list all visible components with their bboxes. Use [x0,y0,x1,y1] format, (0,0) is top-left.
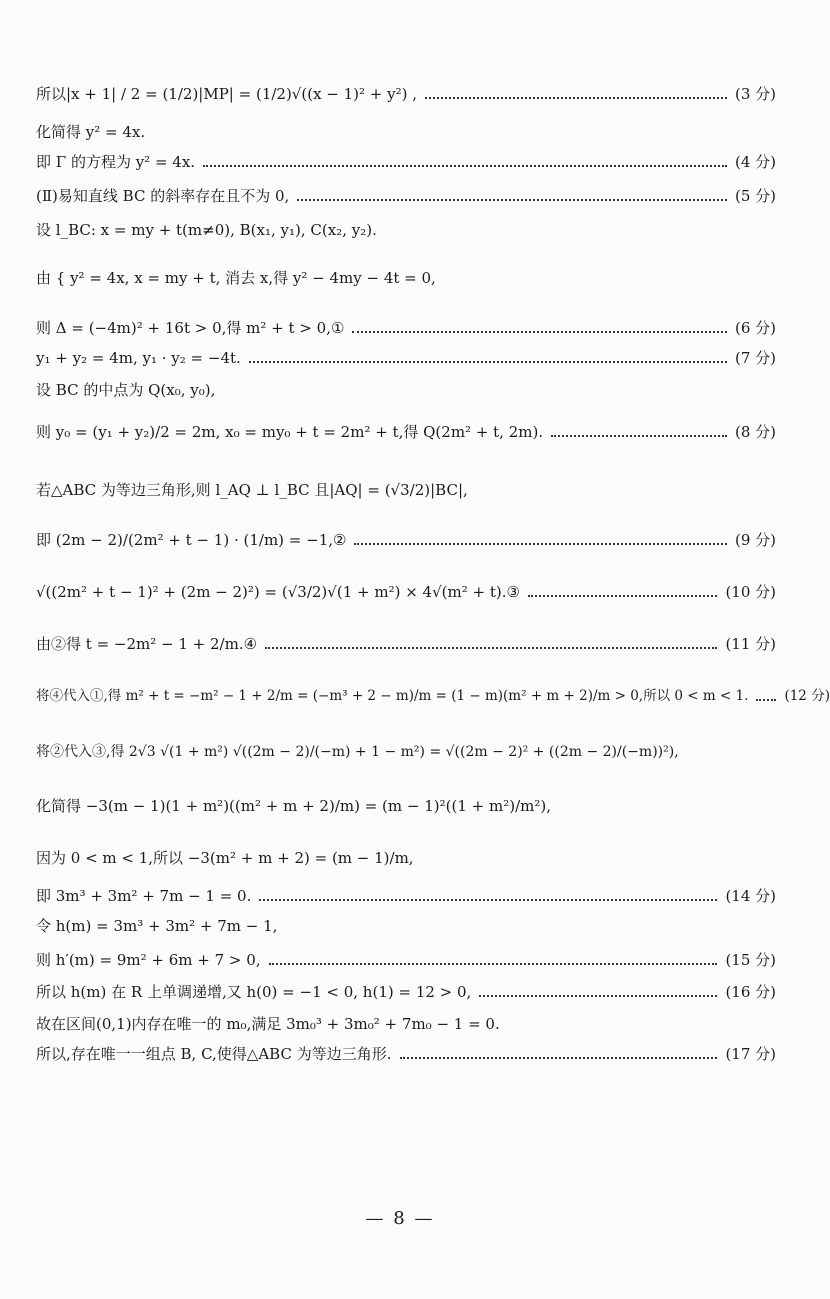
solution-line [36,982,776,1002]
line-text: 所以|x + 1| / 2 = (1/2)|MP| = (1/2)√((x − 1)² + y²) , [36,85,418,103]
dot-leader [269,963,718,965]
line-text: 所以,存在唯一一组点 B, C,使得△ABC 为等边三角形. [36,1045,392,1063]
dot-leader [354,543,727,545]
line-text: y₁ + y₂ = 4m, y₁ · y₂ = −4t. [36,349,241,367]
dot-leader [265,647,717,649]
line-text: 因为 0 < m < 1,所以 −3(m² + m + 2) = (m − 1)/m, [36,849,414,867]
score-label: (4 分) [734,153,776,171]
solution-line [36,582,776,602]
line-text: 即 3m³ + 3m² + 7m − 1 = 0. [36,887,252,905]
line-text: (Ⅱ)易知直线 BC 的斜率存在且不为 0, [36,187,290,205]
solution-line [36,886,776,906]
score-label: (14 分) [725,887,776,905]
line-text: 故在区间(0,1)内存在唯一的 m₀,满足 3m₀³ + 3m₀² + 7m₀ − 1 = 0. [36,1015,500,1033]
score-label: (17 分) [725,1045,776,1063]
solution-line [36,686,830,706]
line-text: 设 l_BC: x = my + t(m≠0), B(x₁, y₁), C(x₂, y₂). [36,221,377,239]
score-label: (9 分) [734,531,776,549]
solution-line [36,318,776,338]
line-text: 若△ABC 为等边三角形,则 l_AQ ⊥ l_BC 且|AQ| = (√3/2)|BC|, [36,481,468,499]
score-label: (5 分) [734,187,776,205]
dot-leader [400,1057,718,1059]
line-text: 则 y₀ = (y₁ + y₂)/2 = 2m, x₀ = my₀ + t = 2m² + t,得 Q(2m² + t, 2m). [36,423,544,441]
line-text: 所以 h(m) 在 R 上单调递增,又 h(0) = −1 < 0, h(1) = 12 > 0, [36,983,472,1001]
line-text: 将④代入①,得 m² + t = −m² − 1 + 2/m = (−m³ + 2 − m)/m = (1 − m)(m² + m + 2)/m > 0,所以 0 < m < 1. [36,688,749,704]
line-text: 令 h(m) = 3m³ + 3m² + 7m − 1, [36,917,278,935]
solution-line [36,380,776,400]
line-text: 由②得 t = −2m² − 1 + 2/m.④ [36,635,258,653]
solution-line [36,348,776,368]
dot-leader [249,361,727,363]
score-label: (16 分) [725,983,776,1001]
solution-line [36,1044,776,1064]
score-label: (12 分) [784,688,830,704]
dot-leader [756,699,776,701]
line-text: 将②代入③,得 2√3 √(1 + m²) √((2m − 2)/(−m) + 1 − m²) = √((2m − 2)² + ((2m − 2)/(−m))²), [36,744,679,760]
line-text: 由 { y² = 4x, x = my + t, 消去 x,得 y² − 4my − 4t = 0, [36,269,436,287]
dot-leader [425,97,727,99]
solution-line [36,848,776,868]
solution-line [36,916,776,936]
score-label: (8 分) [734,423,776,441]
solution-line [36,796,776,816]
dot-leader [551,435,727,437]
solution-line [36,742,776,762]
solution-line [36,186,776,206]
dot-leader [259,899,717,901]
line-text: √((2m² + t − 1)² + (2m − 2)²) = (√3/2)√(1 + m²) × 4√(m² + t).③ [36,583,520,601]
solution-line [36,268,776,288]
line-text: 化简得 y² = 4x. [36,123,146,141]
line-text: 化简得 −3(m − 1)(1 + m²)((m² + m + 2)/m) = (m − 1)²((1 + m²)/m²), [36,797,551,815]
score-label: (10 分) [725,583,776,601]
solution-line [36,1014,776,1034]
line-text: 则 h′(m) = 9m² + 6m + 7 > 0, [36,951,261,969]
dot-leader [528,595,718,597]
solution-line [36,634,776,654]
solution-line [36,480,776,500]
line-text: 设 BC 的中点为 Q(x₀, y₀), [36,381,216,399]
score-label: (6 分) [734,319,776,337]
solution-line [36,950,776,970]
solution-line [36,84,776,104]
solution-line [36,122,776,142]
page-number: — 8 — [365,1208,435,1229]
line-text: 则 Δ = (−4m)² + 16t > 0,得 m² + t > 0,① [36,319,345,337]
solution-line [36,220,776,240]
score-label: (15 分) [725,951,776,969]
score-label: (3 分) [734,85,776,103]
solution-line [36,152,776,172]
score-label: (11 分) [725,635,776,653]
line-text: 即 (2m − 2)/(2m² + t − 1) · (1/m) = −1,② [36,531,347,549]
dot-leader [479,995,717,997]
dot-leader [352,331,727,333]
dot-leader [203,165,727,167]
line-text: 即 Γ 的方程为 y² = 4x. [36,153,196,171]
dot-leader [297,199,727,201]
score-label: (7 分) [734,349,776,367]
solution-line [36,422,776,442]
solution-line [36,530,776,550]
